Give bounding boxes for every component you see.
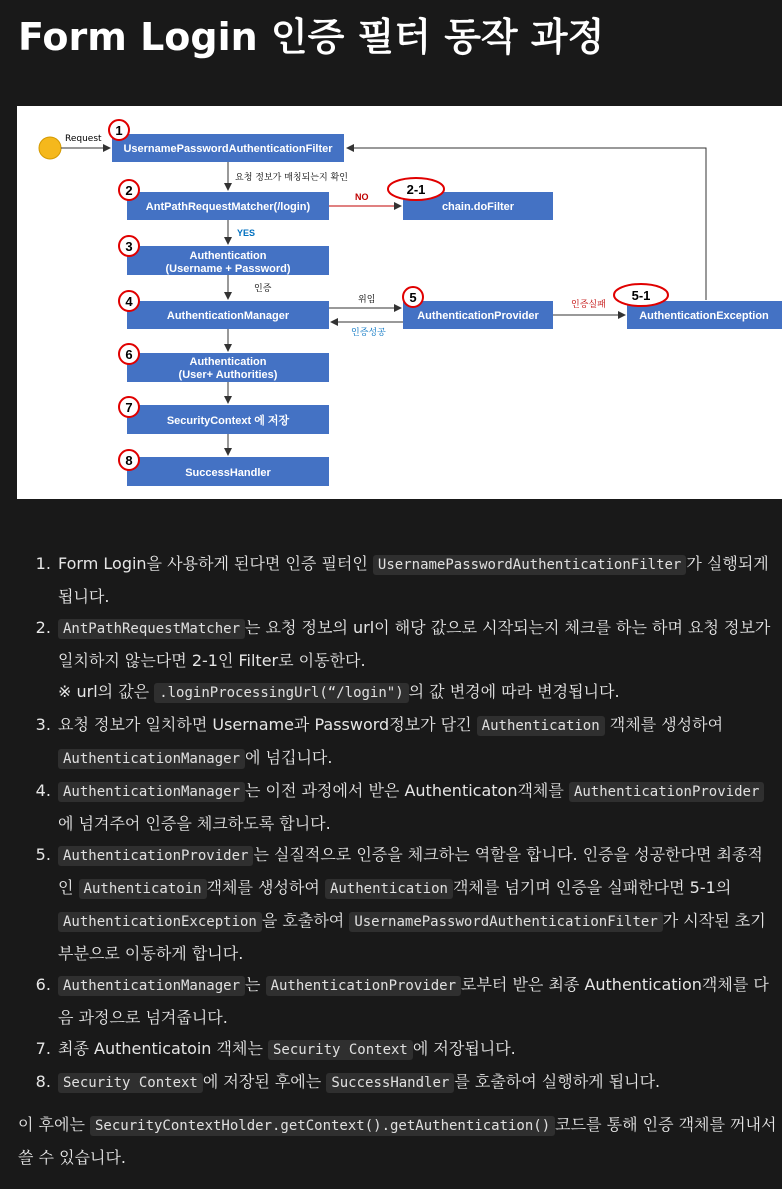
text-run: 객체를 생성하여 (206, 878, 325, 897)
box-2-label: AntPathRequestMatcher(/login) (145, 201, 311, 213)
text-run: ※ url의 값은 (58, 682, 155, 701)
text-run: 로부터 받은 최종 Authentication객체를 다음 과정으로 넘겨줍니다. (58, 975, 769, 1027)
inline-code: AuthenticationManager (58, 782, 245, 802)
step-number-5-1 (614, 284, 668, 306)
text-run: 이 후에는 (18, 1115, 90, 1134)
text-run: 가 실행되게 됩니다. (58, 554, 769, 606)
box-6-line1: Authentication (189, 356, 267, 368)
box-7-label: SecurityContext 에 저장 (166, 415, 290, 427)
auth-success-label: 인증성공 (351, 328, 386, 338)
steps-list (18, 548, 778, 1099)
step-number-2-1 (388, 178, 444, 200)
box-4-label: AuthenticationManager (166, 310, 290, 322)
inline-code: Authentication (325, 879, 453, 899)
text-run: 코드를 통해 인증 객체를 꺼내서 쓸 수 있습니다. (18, 1115, 777, 1167)
text-run: 에 저장됩니다. (412, 1039, 516, 1058)
inline-code: AuthenticationProvider (569, 782, 764, 802)
inline-code: Security Context (268, 1040, 413, 1060)
text-run: 객체를 생성하여 (604, 715, 724, 734)
box-1-label: UsernamePasswordAuthenticationFilter (123, 143, 333, 155)
closing-paragraph (18, 1109, 778, 1173)
box-3-line1: Authentication (189, 250, 267, 262)
text-run: 를 호출하여 실행하게 됩니다. (454, 1072, 661, 1091)
text-run: 가 시작된 초기 부분으로 이동하게 합니다. (58, 911, 766, 963)
flow-diagram (17, 106, 782, 499)
inline-code: UsernamePasswordAuthenticationFilter (373, 555, 686, 575)
svg-text:1: 1 (115, 123, 123, 138)
step-number-8 (119, 450, 139, 470)
svg-text:7: 7 (125, 400, 133, 415)
svg-text:2-1: 2-1 (406, 182, 426, 197)
box-6-line2: (User+ Authorities) (178, 369, 278, 381)
box-3-line2: (Username + Password) (165, 263, 291, 275)
inline-code: AntPathRequestMatcher (58, 619, 245, 639)
step-number-5 (403, 287, 423, 307)
step-number-6 (119, 344, 139, 364)
step-number-1 (109, 120, 129, 140)
inline-code: AuthenticationManager (58, 749, 245, 769)
text-run: 을 호출하여 (261, 911, 350, 930)
step-number-7 (119, 397, 139, 417)
inline-code: Security Context (58, 1073, 203, 1093)
svg-text:4: 4 (125, 294, 133, 309)
step-number-4 (119, 291, 139, 311)
step-item (56, 969, 778, 1033)
request-label: Request (65, 134, 102, 144)
request-dot (39, 137, 61, 159)
auth-fail-label: 인증실패 (571, 300, 606, 310)
inline-code: AuthenticationProvider (58, 846, 253, 866)
inline-code: AuthenticationException (58, 912, 262, 932)
inline-code: Authenticatoin (79, 879, 207, 899)
box-5-label: AuthenticationProvider (417, 310, 539, 322)
text-run: 에 저장된 후에는 (202, 1072, 327, 1091)
inline-code: UsernamePasswordAuthenticationFilter (349, 912, 662, 932)
text-run: 에 넘깁니다. (245, 748, 333, 767)
inline-code: SuccessHandler (326, 1073, 454, 1093)
inline-code: SecurityContextHolder.getContext().getAuthentication() (90, 1116, 555, 1136)
step-item (56, 775, 778, 839)
text-run: Form Login을 사용하게 된다면 인증 필터인 (58, 554, 373, 573)
text-run: 최종 Authenticatoin 객체는 (58, 1039, 268, 1058)
step-number-3 (119, 236, 139, 256)
content (18, 548, 778, 1189)
svg-text:3: 3 (125, 239, 133, 254)
svg-text:5: 5 (409, 290, 417, 305)
text-run: 는 요청 정보의 url이 해당 값으로 시작되는지 체크를 하는 하며 요청 정보가 일치하지 않는다면 2-1인 Filter로 이동한다. (58, 618, 771, 670)
svg-text:8: 8 (125, 453, 133, 468)
step-item (56, 548, 778, 612)
svg-text:6: 6 (125, 347, 133, 362)
text-run: 에 넘겨주어 인증을 체크하도록 합니다. (58, 814, 331, 833)
step-item (56, 839, 778, 969)
text-run: 는 (245, 975, 266, 994)
delegate-label: 위임 (358, 295, 376, 305)
match-check-label: 요청 정보가 매칭되는지 확인 (235, 173, 348, 183)
box-51-label: AuthenticationException (639, 310, 769, 322)
text-run: 는 실질적으로 인증을 체크하는 역할을 합니다. 인증을 성공한다면 최종적인 (58, 845, 763, 897)
inline-code: AuthenticationProvider (266, 976, 461, 996)
step-item (56, 612, 778, 709)
inline-code: Authentication (477, 716, 605, 736)
text-run: 의 값 변경에 따라 변경됩니다. (408, 682, 620, 701)
auth-label: 인증 (254, 284, 272, 294)
page-title: Form Login 인증 필터 동작 과정 (18, 15, 605, 59)
svg-text:2: 2 (125, 183, 133, 198)
inline-code: AuthenticationManager (58, 976, 245, 996)
step-item (56, 709, 778, 775)
yes-label: YES (237, 228, 256, 238)
inline-code: .loginProcessingUrl(“/login") (154, 683, 408, 703)
no-label: NO (355, 192, 369, 202)
step-item (56, 1066, 778, 1099)
text-run: 객체를 넘기며 인증을 실패한다면 5-1의 (452, 878, 732, 897)
box-21-label: chain.doFilter (441, 201, 515, 213)
step-number-2 (119, 180, 139, 200)
text-run: 요청 정보가 일치하면 Username과 Password정보가 담긴 (58, 715, 477, 734)
step-item (56, 1033, 778, 1066)
svg-text:5-1: 5-1 (631, 288, 651, 303)
box-8-label: SuccessHandler (185, 467, 271, 479)
text-run: 는 이전 과정에서 받은 Authenticaton객체를 (245, 781, 569, 800)
